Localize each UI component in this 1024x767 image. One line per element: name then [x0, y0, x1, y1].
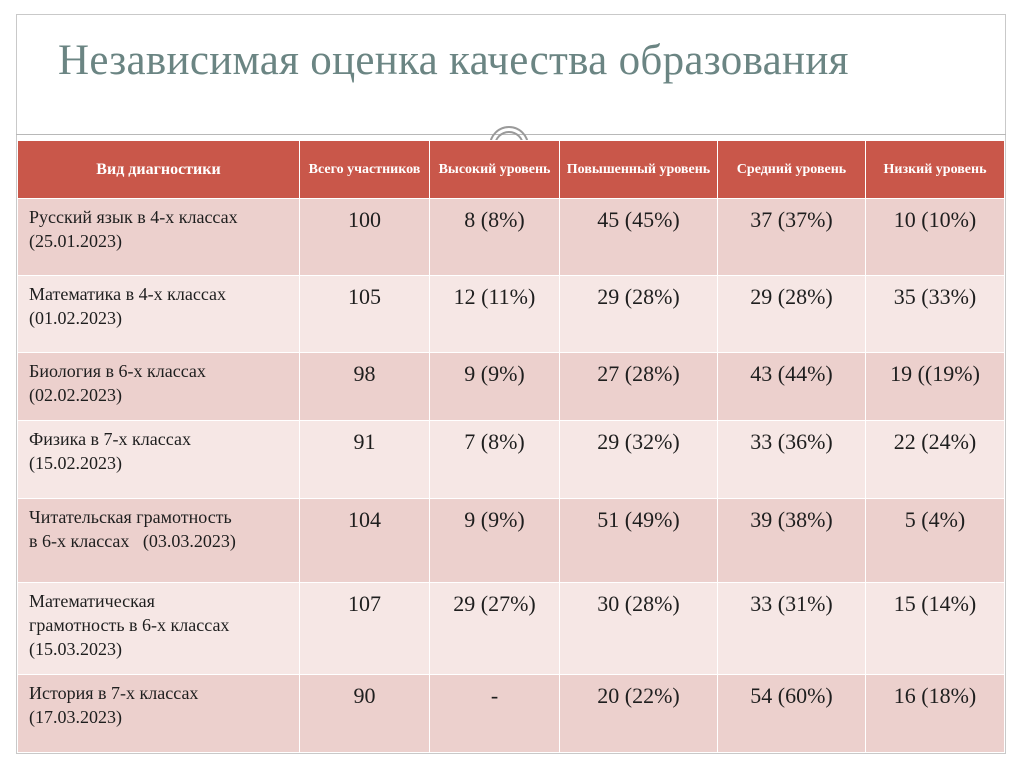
subject-cell — [18, 199, 300, 276]
subject-cell — [18, 353, 300, 421]
low-cell: 10 (10%) — [866, 199, 1005, 276]
total-cell: 90 — [300, 675, 430, 753]
total-cell: 104 — [300, 499, 430, 583]
elevated-cell: 45 (45%) — [560, 199, 718, 276]
header-subject: Вид диагностики — [18, 141, 300, 199]
total-cell: 100 — [300, 199, 430, 276]
low-cell: 16 (18%) — [866, 675, 1005, 753]
header-elevated: Повышенный уровень — [560, 141, 718, 199]
high-cell: 9 (9%) — [430, 499, 560, 583]
subject-cell — [18, 583, 300, 675]
subject-line: (17.03.2023) — [29, 707, 122, 727]
total-cell: 105 — [300, 276, 430, 353]
elevated-cell: 29 (28%) — [560, 276, 718, 353]
subject-cell — [18, 421, 300, 499]
high-cell: 7 (8%) — [430, 421, 560, 499]
header-high: Высокий уровень — [430, 141, 560, 199]
subject-line: Математическая — [29, 591, 155, 611]
high-cell: 8 (8%) — [430, 199, 560, 276]
table-row — [18, 421, 1005, 499]
medium-cell: 39 (38%) — [718, 499, 866, 583]
header-low: Низкий уровень — [866, 141, 1005, 199]
low-cell: 19 ((19%) — [866, 353, 1005, 421]
header-total: Всего участников — [300, 141, 430, 199]
high-cell: 9 (9%) — [430, 353, 560, 421]
subject-line: (15.03.2023) — [29, 639, 122, 659]
total-cell: 107 — [300, 583, 430, 675]
subject-line: (25.01.2023) — [29, 231, 122, 251]
medium-cell: 29 (28%) — [718, 276, 866, 353]
table-row — [18, 199, 1005, 276]
table-row — [18, 499, 1005, 583]
medium-cell: 43 (44%) — [718, 353, 866, 421]
table-row — [18, 675, 1005, 753]
total-cell: 98 — [300, 353, 430, 421]
subject-line: Математика в 4-х классах — [29, 284, 227, 304]
low-cell: 5 (4%) — [866, 499, 1005, 583]
subject-line: (01.02.2023) — [29, 308, 122, 328]
page-title: Независимая оценка качества образования — [58, 37, 849, 84]
subject-line: Физика в 7-х классах — [29, 429, 191, 449]
elevated-cell: 20 (22%) — [560, 675, 718, 753]
subject-cell — [18, 499, 300, 583]
medium-cell: 33 (36%) — [718, 421, 866, 499]
table-row — [18, 353, 1005, 421]
low-cell: 35 (33%) — [866, 276, 1005, 353]
subject-line: грамотность в 6-х классах — [29, 615, 230, 635]
subject-cell — [18, 276, 300, 353]
subject-line: Биология в 6-х классах — [29, 361, 206, 381]
high-cell: 12 (11%) — [430, 276, 560, 353]
elevated-cell: 51 (49%) — [560, 499, 718, 583]
table-header-row — [18, 141, 1005, 199]
elevated-cell: 27 (28%) — [560, 353, 718, 421]
subject-line: Русский язык в 4-х классах — [29, 207, 238, 227]
high-cell: 29 (27%) — [430, 583, 560, 675]
table-row — [18, 276, 1005, 353]
subject-line: (02.02.2023) — [29, 385, 122, 405]
total-cell: 91 — [300, 421, 430, 499]
high-cell: - — [430, 675, 560, 753]
diagnostics-table — [17, 140, 1005, 753]
low-cell: 22 (24%) — [866, 421, 1005, 499]
low-cell: 15 (14%) — [866, 583, 1005, 675]
medium-cell: 33 (31%) — [718, 583, 866, 675]
elevated-cell: 29 (32%) — [560, 421, 718, 499]
subject-line: (15.02.2023) — [29, 453, 122, 473]
subject-line: История в 7-х классах — [29, 683, 199, 703]
subject-line: Читательская грамотность — [29, 507, 232, 527]
subject-line: в 6-х классах (03.03.2023) — [29, 531, 236, 551]
subject-cell — [18, 675, 300, 753]
medium-cell: 37 (37%) — [718, 199, 866, 276]
elevated-cell: 30 (28%) — [560, 583, 718, 675]
header-medium: Средний уровень — [718, 141, 866, 199]
medium-cell: 54 (60%) — [718, 675, 866, 753]
table-row — [18, 583, 1005, 675]
